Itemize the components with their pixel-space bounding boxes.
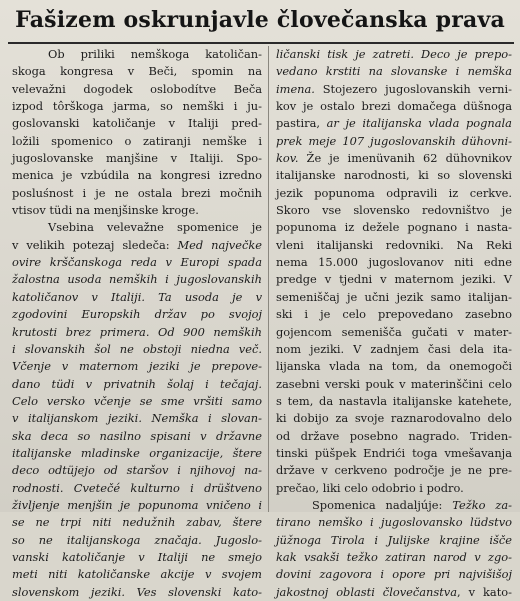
italic-segment: vedano krstiti na slovanske i nemška — [276, 64, 512, 79]
text-line — [12, 410, 262, 427]
text-line: prečao, liki celo odobrio i podro. — [276, 480, 464, 495]
text-line — [12, 306, 262, 323]
text-line — [276, 514, 512, 531]
text-line — [12, 428, 262, 445]
text-segment: pastira, — [276, 116, 327, 131]
italic-segment: žalostna usoda nemških i jugoslovanskih — [12, 272, 262, 287]
text-line: Vsebina velevažne spomenice je — [48, 220, 262, 235]
column-divider — [268, 46, 269, 512]
text-line: skoga kongresa v Beči, spomin na — [12, 64, 262, 79]
text-line — [12, 324, 262, 341]
italic-segment: vanski katoličanje v Italiji ne smejo — [12, 549, 262, 564]
text-line — [12, 254, 262, 271]
text-line: vtisov tüdi na menjšinske kroge. — [12, 203, 199, 218]
text-line — [12, 289, 262, 306]
text-line — [12, 462, 262, 479]
text-line — [12, 376, 262, 393]
text-line: gojencom semenišča gučati v mater- — [276, 324, 512, 339]
text-line: semeniščaj je učni jezik samo italijan- — [276, 289, 512, 304]
text-line: Ob priliki nemškoga katoličan- — [48, 47, 262, 61]
italic-segment: prek meje 107 jugoslovanskih dühovni- — [276, 133, 512, 148]
text-segment: Že je imenüvanih 62 dühovnikov — [298, 151, 512, 166]
text-line — [276, 549, 512, 566]
italic-segment: ovire krščanskoga reda v Europi spada — [12, 255, 262, 270]
italic-segment: kov. — [276, 151, 299, 166]
text-line: države v cerkveno področje je ne pre- — [276, 463, 512, 478]
headline-rule — [8, 42, 514, 44]
text-line — [276, 46, 512, 63]
text-line: goslovanski katoličanje v Italiji pred- — [12, 116, 262, 131]
article-headline: Fašizem oskrunjavle človečanska prava — [15, 7, 505, 33]
text-line — [276, 63, 512, 80]
text-line: tinski püšpek Endrići toga vmešavanja — [276, 445, 512, 460]
text-line — [12, 514, 262, 531]
text-line: popunoma iz dežele pognano i nasta- — [276, 220, 512, 235]
text-line — [276, 566, 512, 583]
text-line: jugoslovanske manjšine v Italiji. Spo- — [12, 151, 262, 166]
text-line — [276, 150, 512, 167]
italic-segment: ska deca so nasilno spisani v državne — [12, 428, 262, 443]
italic-segment: slovenskom jeziki. Ves slovenski kato- — [12, 584, 262, 599]
text-line: ski i je celo prepovedano zasebno — [276, 307, 512, 322]
italic-segment: i slovanskih šol ne obstoji niedna več. — [12, 341, 262, 356]
italic-segment: Celo versko včenje se sme vršiti samo — [12, 393, 262, 408]
text-line: Skoro vse slovensko redovništvo je — [276, 203, 512, 218]
article-column-right — [276, 46, 512, 599]
text-line: lijanska vlada na tom, da onemogoči — [276, 359, 512, 374]
italic-segment: Težko za- — [452, 497, 512, 512]
text-line — [12, 566, 262, 583]
italic-segment: dano tüdi v privatnih šolaj i tečajaj. — [12, 376, 262, 391]
text-line — [12, 358, 262, 375]
italic-segment: dovini zagovora i opore pri najvišišoj — [276, 567, 512, 582]
text-line: posluśnost i je ne ostala brezi močnih — [12, 185, 262, 200]
italic-segment: deco odtüjejo od staršov i njihovoj na- — [12, 463, 262, 478]
text-line — [12, 549, 262, 566]
text-line — [12, 480, 262, 497]
text-line — [276, 115, 512, 132]
text-line — [12, 532, 262, 549]
text-line — [276, 584, 512, 601]
italic-segment: v italijanskom jeziki. Nemška i slovan- — [12, 411, 262, 426]
italic-segment: ličanski tisk je zatreti. Deco je prepo- — [276, 47, 512, 61]
italic-segment: ar je italijanska vlada pognala — [326, 116, 512, 131]
italic-segment: življenje menjšin je popunoma vničeno i — [12, 497, 262, 512]
text-line — [276, 81, 512, 98]
text-line — [12, 237, 262, 254]
text-line — [12, 271, 262, 288]
text-segment: Stojezero jugoslovanskih verni- — [314, 81, 512, 96]
text-segment: Spomenica nadaljúje: — [312, 497, 453, 512]
text-line: jezik popunoma odpravili iz cerkve. — [276, 185, 512, 200]
text-line — [276, 497, 512, 514]
italic-segment: imena. — [276, 81, 315, 96]
article-column-left — [12, 46, 262, 599]
text-line — [12, 341, 262, 358]
text-line: predge v tjedni v maternom jeziki. V — [276, 272, 512, 287]
italic-segment: jüžnoga Tirola i Julijske krajine išče — [276, 532, 512, 547]
italic-segment: so ne italijanskoga značaja. Jugoslo- — [12, 532, 262, 547]
italic-segment: Med največke — [177, 237, 262, 252]
text-line: zasebni verski pouk v materinščini celo — [276, 376, 512, 391]
text-line: italijanske narodnosti, ki so slovenski — [276, 168, 512, 183]
text-line — [12, 584, 262, 601]
text-line: vleni italijanski redovniki. Na Reki — [276, 237, 512, 252]
italic-segment: katoličanov v Italiji. Ta usoda je v — [12, 289, 262, 304]
text-line: ki dobijo za svoje raznarodovalno delo — [276, 411, 512, 426]
italic-segment: jakostnoj oblasti človečanstva — [276, 584, 458, 599]
italic-segment: krutosti brez primera. Od 900 nemških — [12, 324, 262, 339]
italic-segment: se ne trpi niti nedužnih zabav, štere — [12, 515, 262, 530]
text-line: ložili spomenico o zatiranji nemške i — [12, 133, 262, 148]
italic-segment: rodnosti. Cvetečé kulturno i drüštveno — [12, 480, 262, 495]
italic-segment: Včenje v maternom jeziki je prepove- — [12, 359, 262, 374]
text-line: s tem, da nastavla italijanske katehete, — [276, 393, 512, 408]
italic-segment: tirano nemško i jugoslovansko lüdstvo — [276, 515, 512, 530]
italic-segment: italijanske mladinske organizacije, štere — [12, 445, 262, 460]
italic-segment: zgodovini Europskih držav po svojoj — [12, 307, 262, 322]
text-line: od države posebno nagrado. Triden- — [276, 428, 512, 443]
text-line — [276, 133, 512, 150]
text-line: izpod tôrškoga jarma, so nemški i ju- — [12, 99, 262, 114]
italic-segment: kak vsakši težko zatiran narod v zgo- — [276, 549, 512, 564]
text-line: nema 15.000 jugoslovanov niti edne — [276, 255, 512, 270]
italic-segment: meti niti katoličanske akcije v svojem — [12, 567, 262, 582]
text-line — [12, 393, 262, 410]
text-line — [12, 497, 262, 514]
text-segment: v velikih potezaj sledeča: — [12, 237, 178, 252]
text-line: menica je vzbúdila na kongresi izredno — [12, 168, 262, 183]
text-line: kov je ostalo brezi domačega düšnoga — [276, 99, 512, 114]
text-line: nom jeziki. V zadnjem časi dela ita- — [276, 341, 512, 356]
text-line: velevažni dogodek oslobodítve Beča — [12, 81, 262, 96]
text-segment: , v kato- — [457, 584, 512, 599]
text-line — [12, 445, 262, 462]
text-line — [276, 532, 512, 549]
